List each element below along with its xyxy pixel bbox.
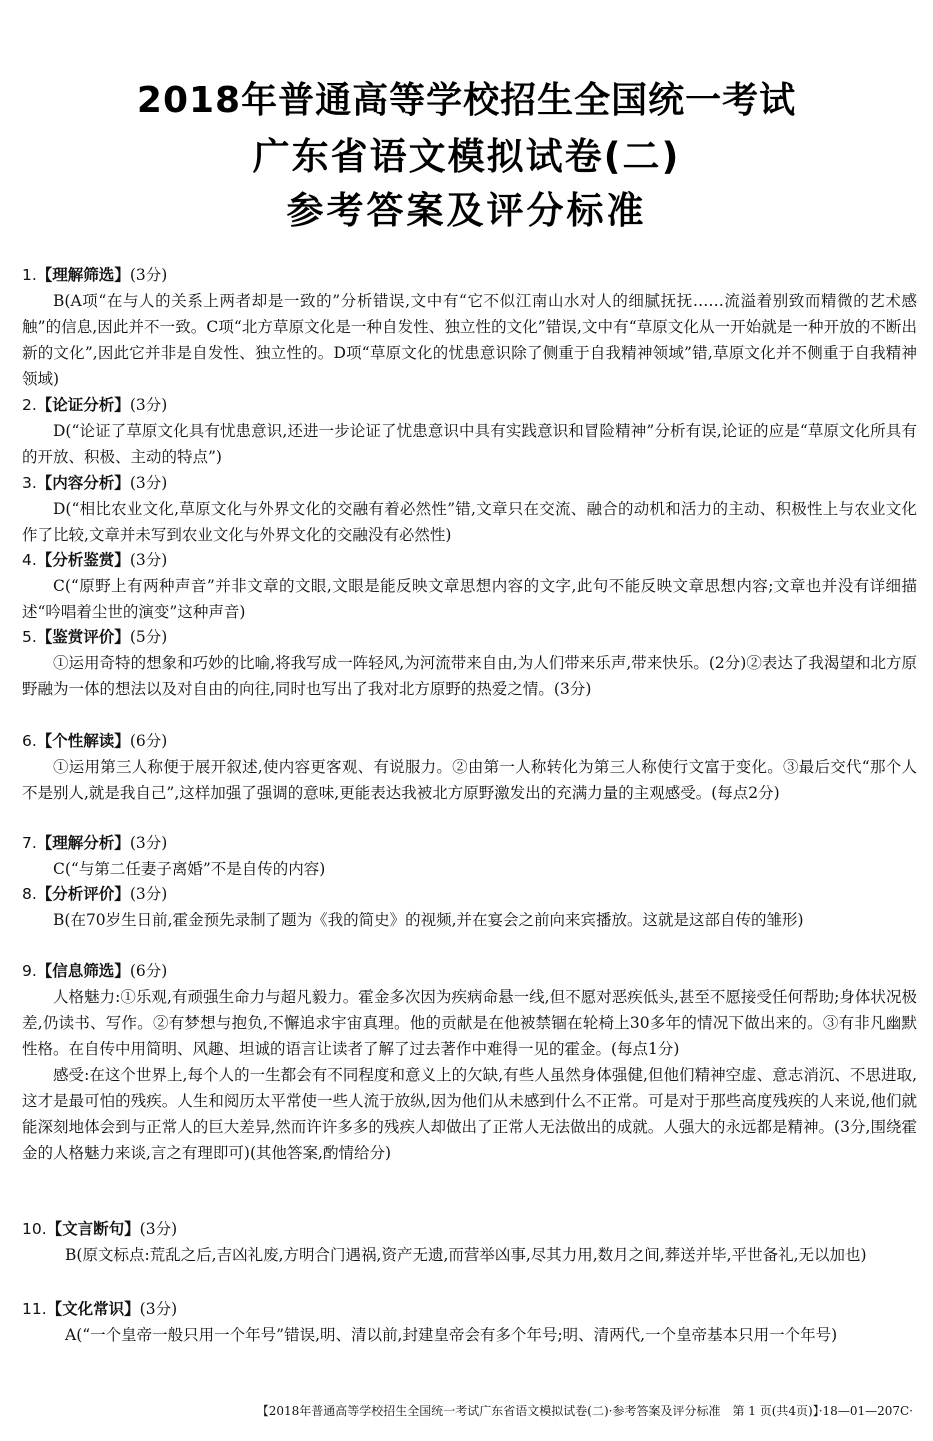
question-header <box>22 728 917 754</box>
question-label: 【分析评价】 <box>36 885 130 903</box>
answer-paragraph: D(“相比农业文化,草原文化与外界文化的交融有着必然性”错,文章只在交流、融合的动机和活力的主动、积极性上与农业文化作了比较,文章并未写到农业文化与外界文化的交融没有必然性) <box>22 500 917 544</box>
question-9 <box>22 958 917 1166</box>
question-10 <box>22 1216 917 1268</box>
question-header <box>22 881 917 907</box>
question-label: 【文化常识】 <box>46 1300 140 1318</box>
question-label: 【论证分析】 <box>36 396 130 414</box>
question-label: 【理解分析】 <box>36 834 130 852</box>
answer-paragraph: B(原文标点:荒乱之后,吉凶礼废,方明合门遇祸,资产无遗,而营举凶事,尽其力用,数月之间,葬送并毕,平世备礼,无以加也) <box>65 1246 867 1264</box>
question-score: (3分) <box>139 1300 178 1318</box>
question-label: 【理解筛选】 <box>36 266 130 284</box>
question-number: 5. <box>22 628 37 646</box>
page-footer: 【2018年普通高等学校招生全国统一考试广东省语文模拟试卷(二)·参考答案及评分标准 第 1 页(共4页)】·18—01—207C· <box>256 1404 913 1418</box>
answer-paragraph: A(“一个皇帝一般只用一个年号”错误,明、清以前,封建皇帝会有多个年号;明、清两代,一个皇帝基本只用一个年号) <box>65 1326 838 1344</box>
question-number: 11. <box>22 1300 47 1318</box>
question-number: 9. <box>22 962 37 980</box>
question-score: (3分) <box>129 551 168 569</box>
question-score: (6分) <box>129 962 168 980</box>
answer-paragraph: C(“与第二任妻子离婚”不是自传的内容) <box>53 860 326 878</box>
answer-paragraph: ①运用第三人称便于展开叙述,使内容更客观、有说服力。②由第一人称转化为第三人称使行文富于变化。③最后交代“那个人不是别人,就是我自己”,这样加强了强调的意味,更能表达我被北方原野激发出的充满力量的主观感受。(每点2分) <box>22 758 917 802</box>
question-header <box>22 392 917 418</box>
question-score: (3分) <box>129 885 168 903</box>
question-score: (3分) <box>129 266 168 284</box>
question-header <box>22 1216 917 1242</box>
question-2 <box>22 392 917 470</box>
question-number: 2. <box>22 396 37 414</box>
question-8 <box>22 881 917 933</box>
question-4 <box>22 547 917 625</box>
question-7 <box>22 830 917 882</box>
answer-paragraph: B(在70岁生日前,霍金预先录制了题为《我的简史》的视频,并在宴会之前向来宾播放。这就是这部自传的雏形) <box>53 911 804 929</box>
question-header <box>22 547 917 573</box>
answer-paragraph: B(A项“在与人的关系上两者却是一致的”分析错误,文中有“它不似江南山水对人的细腻抚抚……流溢着别致而精微的艺术感触”的信息,因此并不一致。C项“北方草原文化是一种自发性、独立性的文化”错误,文中有“草原文化从一开始就是一种开放的不断出新的文化”,因此它并非是自发性、独立性的。D项“草原文化的忧患意识除了侧重于自我精神领域”错,草原文化并不侧重于自我精神领域) <box>22 292 917 388</box>
question-11 <box>22 1296 917 1348</box>
question-header <box>22 470 917 496</box>
question-number: 7. <box>22 834 37 852</box>
question-header <box>22 1296 917 1322</box>
question-number: 3. <box>22 474 37 492</box>
question-header <box>22 958 917 984</box>
question-score: (3分) <box>129 396 168 414</box>
question-3 <box>22 470 917 548</box>
question-label: 【文言断句】 <box>46 1220 140 1238</box>
answer-paragraph: 人格魅力:①乐观,有顽强生命力与超凡毅力。霍金多次因为疾病命悬一线,但不愿对恶疾低头,甚至不愿接受任何帮助;身体状况极差,仍读书、写作。②有梦想与抱负,不懈追求宇宙真理。他的贡献是在他被禁锢在轮椅上30多年的情况下做出来的。③有非凡幽默性格。在自传中用简明、风趣、坦诚的语言让读者了解了过去著作中难得一见的霍金。(每点1分) <box>22 988 917 1058</box>
question-1 <box>22 262 917 392</box>
question-header <box>22 830 917 856</box>
answer-paragraph: 感受:在这个世界上,每个人的一生都会有不同程度和意义上的欠缺,有些人虽然身体强健,但他们精神空虚、意志消沉、不思进取,这才是最可怕的残疾。人生和阅历太平常使一些人流于放纵,因为他们从未感到什么不正常。可是对于那些高度残疾的人来说,他们就能深刻地体会到与正常人的巨大差异,然而许许多多的残疾人却做出了正常人无法做出的成就。人强大的永远都是精神。(3分,围绕霍金的人格魅力来谈,言之有理即可)(其他答案,酌情给分) <box>22 1066 917 1162</box>
question-label: 【鉴赏评价】 <box>36 628 130 646</box>
question-label: 【信息筛选】 <box>36 962 130 980</box>
question-number: 6. <box>22 732 37 750</box>
question-header <box>22 262 917 288</box>
question-5 <box>22 624 917 702</box>
answer-paragraph: ①运用奇特的想象和巧妙的比喻,将我写成一阵轻风,为河流带来自由,为人们带来乐声,带来快乐。(2分)②表达了我渴望和北方原野融为一体的想法以及对自由的向往,同时也写出了我对北方原野的热爱之情。(3分) <box>22 654 917 698</box>
question-score: (3分) <box>139 1220 178 1238</box>
question-score: (6分) <box>129 732 168 750</box>
paper-title: 广东省语文模拟试卷(二) <box>252 135 681 178</box>
question-number: 4. <box>22 551 37 569</box>
question-number: 8. <box>22 885 37 903</box>
question-score: (3分) <box>129 834 168 852</box>
question-label: 【个性解读】 <box>36 732 130 750</box>
question-6 <box>22 728 917 806</box>
answer-paragraph: D(“论证了草原文化具有忧患意识,还进一步论证了忧患意识中具有实践意识和冒险精神”分析有误,论证的应是“草原文化所具有的开放、积极、主动的特点”) <box>22 422 917 466</box>
question-number: 10. <box>22 1220 47 1238</box>
question-header <box>22 624 917 650</box>
question-label: 【内容分析】 <box>36 474 130 492</box>
answer-key-title: 参考答案及评分标准 <box>286 189 647 232</box>
question-score: (3分) <box>129 474 168 492</box>
exam-title: 2018年普通高等学校招生全国统一考试 <box>136 80 797 121</box>
question-number: 1. <box>22 266 37 284</box>
question-score: (5分) <box>129 628 168 646</box>
question-label: 【分析鉴赏】 <box>36 551 130 569</box>
answer-paragraph: C(“原野上有两种声音”并非文章的文眼,文眼是能反映文章思想内容的文字,此句不能反映文章思想内容;文章也并没有详细描述“吟唱着尘世的演变”这种声音) <box>22 577 917 621</box>
